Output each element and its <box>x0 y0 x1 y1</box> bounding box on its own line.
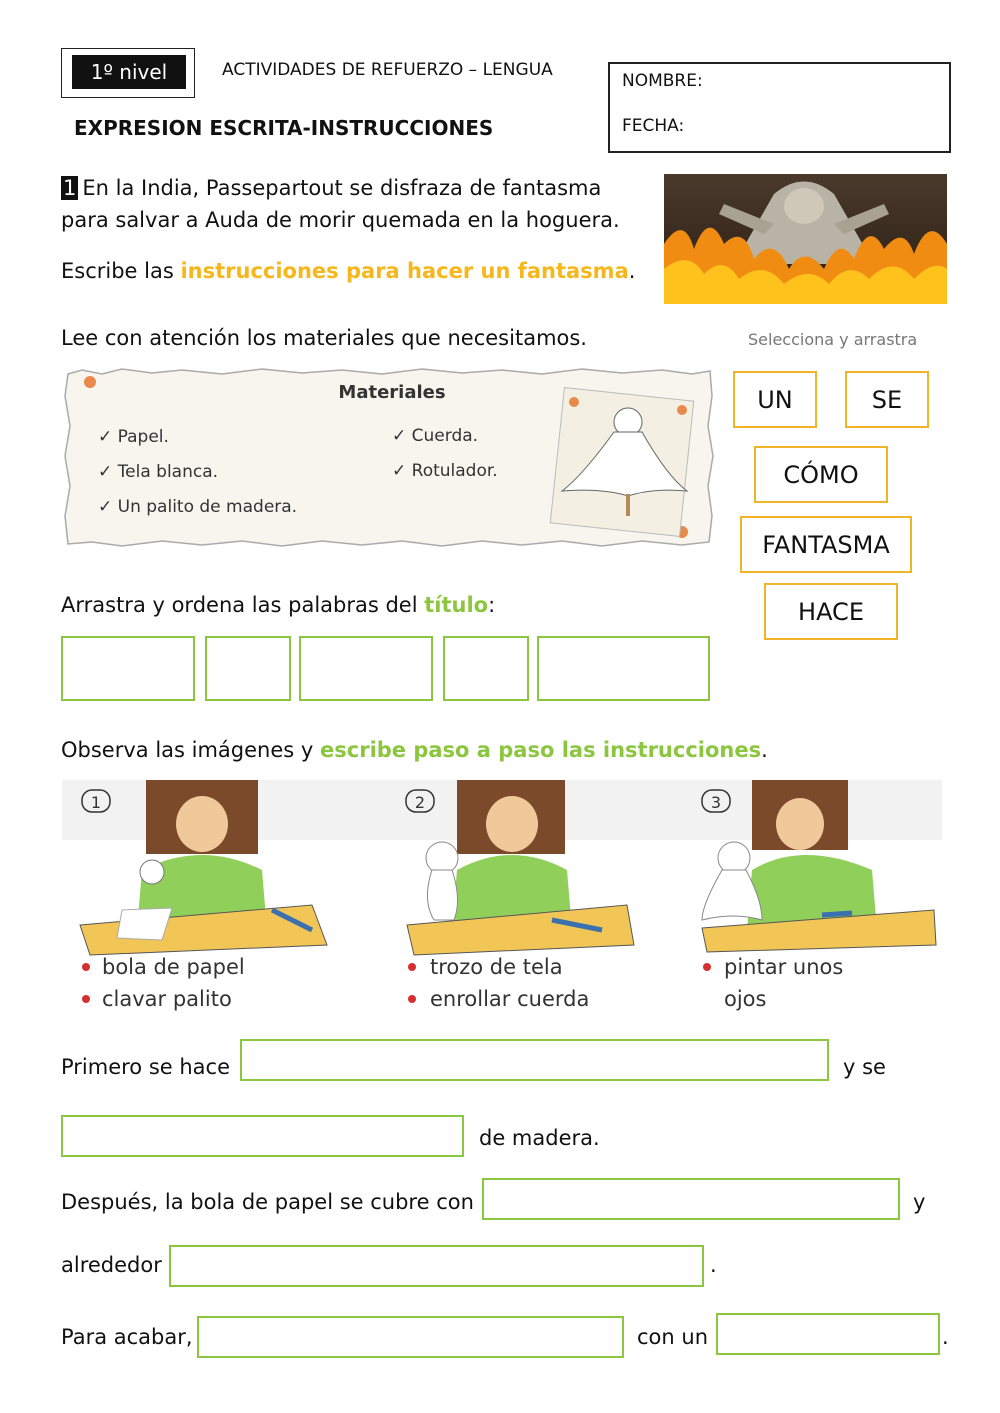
sentence-3-start: Después, la bola de papel se cubre con <box>61 1190 474 1214</box>
answer-field-6[interactable] <box>716 1313 940 1355</box>
observe-prompt: Observa las imágenes y escribe paso a paso las instrucciones. <box>61 738 768 762</box>
title-drop-slot-3[interactable] <box>299 636 433 701</box>
step-2-line-2: enrollar cuerda <box>430 987 590 1011</box>
intro-line-2: para salvar a Auda de morir quemada en la hoguera. <box>61 208 620 232</box>
answer-field-2[interactable] <box>61 1115 464 1157</box>
answer-field-1[interactable] <box>240 1039 829 1081</box>
drag-hint: Selecciona y arrastra <box>748 330 918 349</box>
sentence-3-end: y <box>913 1190 926 1214</box>
step-3-number: 3 <box>710 793 722 812</box>
answer-field-5[interactable] <box>197 1316 624 1358</box>
sentence-1-start: Primero se hace <box>61 1055 231 1079</box>
word-tile-fantasma[interactable]: FANTASMA <box>740 516 912 573</box>
material-cloth: ✓ Tela blanca. <box>98 462 219 482</box>
worksheet-title: EXPRESION ESCRITA-INSTRUCCIONES <box>74 116 494 140</box>
name-label: NOMBRE: <box>622 71 703 91</box>
ghost-poster-icon <box>550 388 694 537</box>
sentence-2-end: de madera. <box>479 1126 600 1150</box>
step-3-line-2: ojos <box>724 987 767 1011</box>
sentence-4-start: alrededor <box>61 1253 162 1277</box>
write-instruction: Escribe las instrucciones para hacer un fantasma. <box>61 259 636 283</box>
step-3-line-1: pintar unos <box>724 955 844 979</box>
materials-title: Materiales <box>338 382 446 403</box>
level-badge: 1º nivel <box>72 55 186 89</box>
intro-line-1: 1 En la India, Passepartout se disfraza de fantasma <box>63 176 602 200</box>
word-tile-hace[interactable]: HACE <box>764 583 898 640</box>
word-tile-un[interactable]: UN <box>733 371 817 428</box>
step-1-line-1: bola de papel <box>102 955 245 979</box>
date-label: FECHA: <box>622 116 685 136</box>
material-stick: ✓ Un palito de madera. <box>98 497 298 517</box>
answer-field-4[interactable] <box>169 1245 704 1287</box>
ghost-fire-illustration <box>664 174 947 304</box>
worksheet-subtitle: ACTIVIDADES DE REFUERZO – LENGUA <box>222 60 553 80</box>
title-drop-slot-1[interactable] <box>61 636 195 701</box>
word-tile-se[interactable]: SE <box>845 371 929 428</box>
order-prompt: Arrastra y ordena las palabras del título: <box>61 593 496 617</box>
material-paper: ✓ Papel. <box>98 427 169 447</box>
title-drop-slot-5[interactable] <box>537 636 710 701</box>
sentence-5-end: . <box>942 1325 949 1349</box>
materials-prompt: Lee con atención los materiales que necesitamos. <box>61 326 587 350</box>
step-2-number: 2 <box>414 793 426 812</box>
sentence-5-mid: con un <box>637 1325 708 1349</box>
material-string: ✓ Cuerda. <box>392 426 479 446</box>
exercise-number: 1 <box>63 176 77 200</box>
sentence-1-end: y se <box>843 1055 886 1079</box>
material-marker: ✓ Rotulador. <box>392 461 498 481</box>
step-2-line-1: trozo de tela <box>430 955 563 979</box>
step-1-number: 1 <box>90 793 102 812</box>
sentence-4-end: . <box>710 1253 717 1277</box>
title-drop-slot-4[interactable] <box>443 636 529 701</box>
step-1-line-2: clavar palito <box>102 987 232 1011</box>
sentence-5-start: Para acabar, <box>61 1325 193 1349</box>
word-tile-como[interactable]: CÓMO <box>754 446 888 503</box>
title-drop-slot-2[interactable] <box>205 636 291 701</box>
steps-illustration <box>62 780 942 1020</box>
answer-field-3[interactable] <box>482 1178 900 1220</box>
materials-card <box>62 366 716 548</box>
